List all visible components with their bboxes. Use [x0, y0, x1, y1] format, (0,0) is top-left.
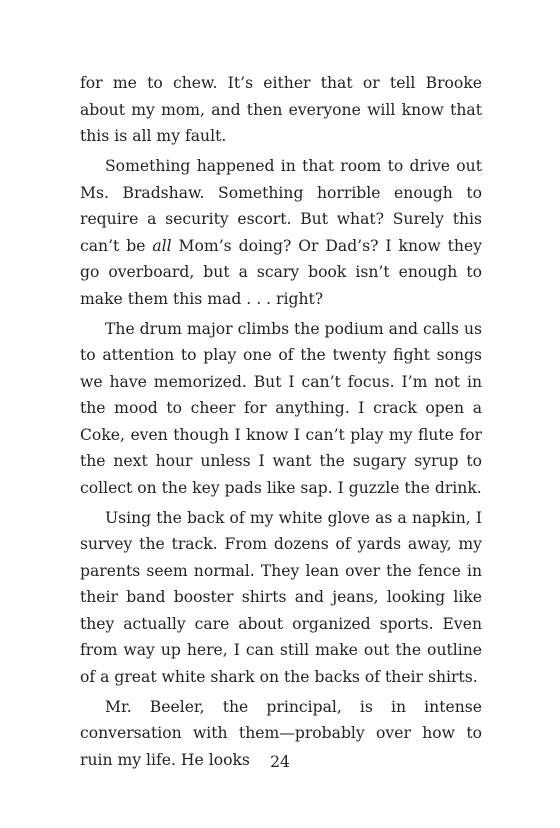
page-body — [80, 70, 482, 777]
paragraph-2 — [80, 153, 482, 312]
paragraph-2-text-b: Mom’s doing? Or Dad’s? I know they go overboard, but a scary book isn’t enough to make them this mad . . . right? — [80, 236, 483, 308]
paragraph-1 — [80, 70, 482, 150]
paragraph-4 — [80, 505, 482, 691]
paragraph-3 — [80, 316, 482, 502]
paragraph-3-text: The drum major climbs the podium and calls us to attention to play one of the twenty fight songs we have memorized. But I can’t focus. I’m not in the mood to cheer for anything. I crack open a Coke, even though I know I can’t play my flute for the next hour unless I want the sugary syrup to collect on the key pads like sap. I guzzle the drink. — [80, 319, 482, 497]
paragraph-5-text: Mr. Beeler, the principal, is in intense conversation with them—probably over how to ruin my life. He looks — [80, 697, 482, 769]
paragraph-1-text: for me to chew. It’s either that or tell Brooke about my mom, and then everyone will know that this is all my fault. — [80, 74, 482, 145]
paragraph-2-emphasis: all — [152, 236, 172, 255]
page-number: 24 — [270, 753, 290, 771]
paragraph-4-text: Using the back of my white glove as a napkin, I survey the track. From dozens of yards away, my parents seem normal. They lean over the fence in their band booster shirts and jeans, looking like they actually care about organized sports. Even from way up here, I can still make out the outline of a great white shark on the backs of their shirts. — [80, 508, 482, 686]
paragraph-2-text-a: Something happened in that room to drive out Ms. Bradshaw. Something horrible enough to require a security escort. But what? Surely this can’t be — [80, 157, 482, 255]
